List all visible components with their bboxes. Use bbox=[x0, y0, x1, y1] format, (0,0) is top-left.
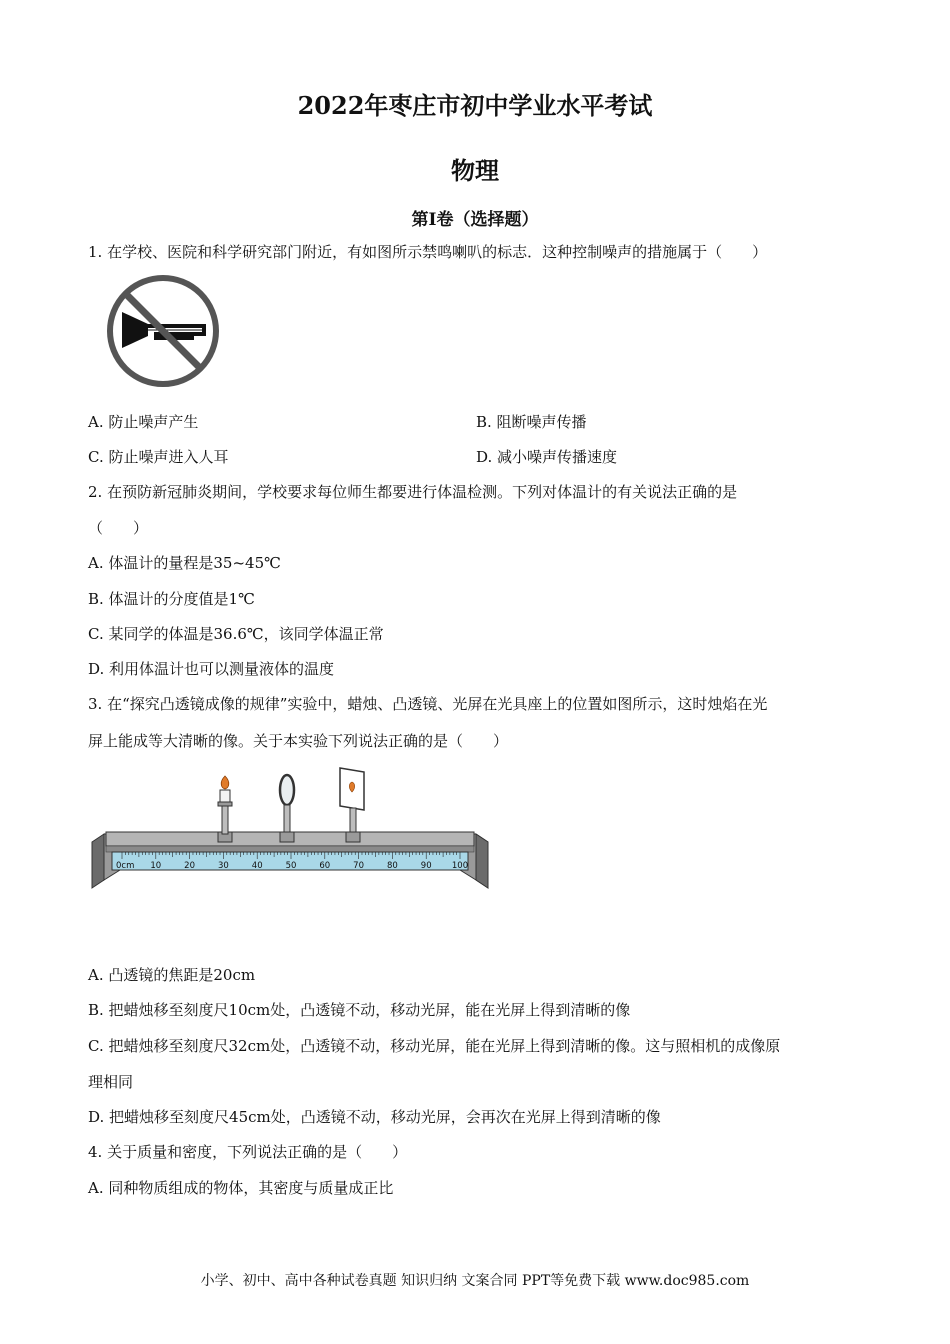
bench-scale-label: 50 bbox=[285, 861, 297, 871]
q2-option-d: D. 利用体温计也可以测量液体的温度 bbox=[88, 660, 335, 678]
no-horn-sign-icon bbox=[104, 272, 222, 390]
candle-holder bbox=[218, 776, 232, 842]
q3-stem-line1: 3. 在“探究凸透镜成像的规律”实验中，蜡烛、凸透镜、光屏在光具座上的位置如图所示，这时烛焰在光 bbox=[88, 695, 768, 713]
bench-scale-label: 90 bbox=[420, 861, 432, 871]
q1-option-d: D. 减小噪声传播速度 bbox=[476, 448, 618, 466]
q4-option-a: A. 同种物质组成的物体，其密度与质量成正比 bbox=[88, 1179, 394, 1197]
q3-option-a: A. 凸透镜的焦距是20cm bbox=[88, 966, 256, 984]
q2-option-c: C. 某同学的体温是36.6℃，该同学体温正常 bbox=[88, 625, 384, 643]
screen-holder bbox=[340, 768, 364, 842]
bench-scale-label: 20 bbox=[184, 861, 196, 871]
q3-option-c-continued: 理相同 bbox=[88, 1073, 134, 1091]
q3-option-c: C. 把蜡烛移至刻度尺32cm处，凸透镜不动，移动光屏，能在光屏上得到清晰的像。这与照相机的成像原 bbox=[88, 1037, 781, 1055]
q3-stem-line2: 屏上能成等大清晰的像。关于本实验下列说法正确的是（ ） bbox=[88, 732, 509, 750]
page-footer: 小学、初中、高中各种试卷真题 知识归纳 文案合同 PPT等免费下载 www.doc985.com bbox=[200, 1273, 750, 1289]
q3-option-b: B. 把蜡烛移至刻度尺10cm处，凸透镜不动，移动光屏，能在光屏上得到清晰的像 bbox=[88, 1001, 631, 1019]
bench-scale-label: 0cm bbox=[116, 861, 135, 871]
q2-stem-line2: （ ） bbox=[88, 519, 149, 537]
bench-scale-label: 40 bbox=[251, 861, 263, 871]
bench-scale-label: 10 bbox=[150, 861, 162, 871]
bench-scale-label: 60 bbox=[319, 861, 331, 871]
q2-stem-line1: 2. 在预防新冠肺炎期间，学校要求每位师生都要进行体温检测。下列对体温计的有关说法正确的是 bbox=[88, 483, 738, 501]
lens-holder bbox=[280, 775, 294, 842]
candle-flame-icon bbox=[221, 776, 229, 789]
bench-scale-label: 30 bbox=[217, 861, 229, 871]
subject-title: 物理 bbox=[451, 156, 499, 185]
bench-scale-label: 80 bbox=[386, 861, 398, 871]
section-heading: 第I卷（选择题） bbox=[411, 210, 539, 230]
q1-option-a: A. 防止噪声产生 bbox=[88, 413, 199, 431]
q4-stem: 4. 关于质量和密度，下列说法正确的是（ ） bbox=[88, 1143, 408, 1161]
optical-bench-figure bbox=[88, 766, 492, 894]
q3-option-d: D. 把蜡烛移至刻度尺45cm处，凸透镜不动，移动光屏，会再次在光屏上得到清晰的像 bbox=[88, 1108, 661, 1126]
q1-stem: 1. 在学校、医院和科学研究部门附近，有如图所示禁鸣喇叭的标志．这种控制噪声的措施属于（ ） bbox=[88, 243, 768, 261]
exam-title: 2022年枣庄市初中学业水平考试 bbox=[297, 91, 653, 120]
q2-option-b: B. 体温计的分度值是1℃ bbox=[88, 590, 255, 608]
q1-option-b: B. 阻断噪声传播 bbox=[476, 413, 587, 431]
q1-option-c: C. 防止噪声进入人耳 bbox=[88, 448, 229, 466]
bench-scale-label: 70 bbox=[353, 861, 365, 871]
q2-option-a: A. 体温计的量程是35~45℃ bbox=[88, 554, 281, 572]
bench-scale-label: 100 bbox=[451, 861, 469, 871]
